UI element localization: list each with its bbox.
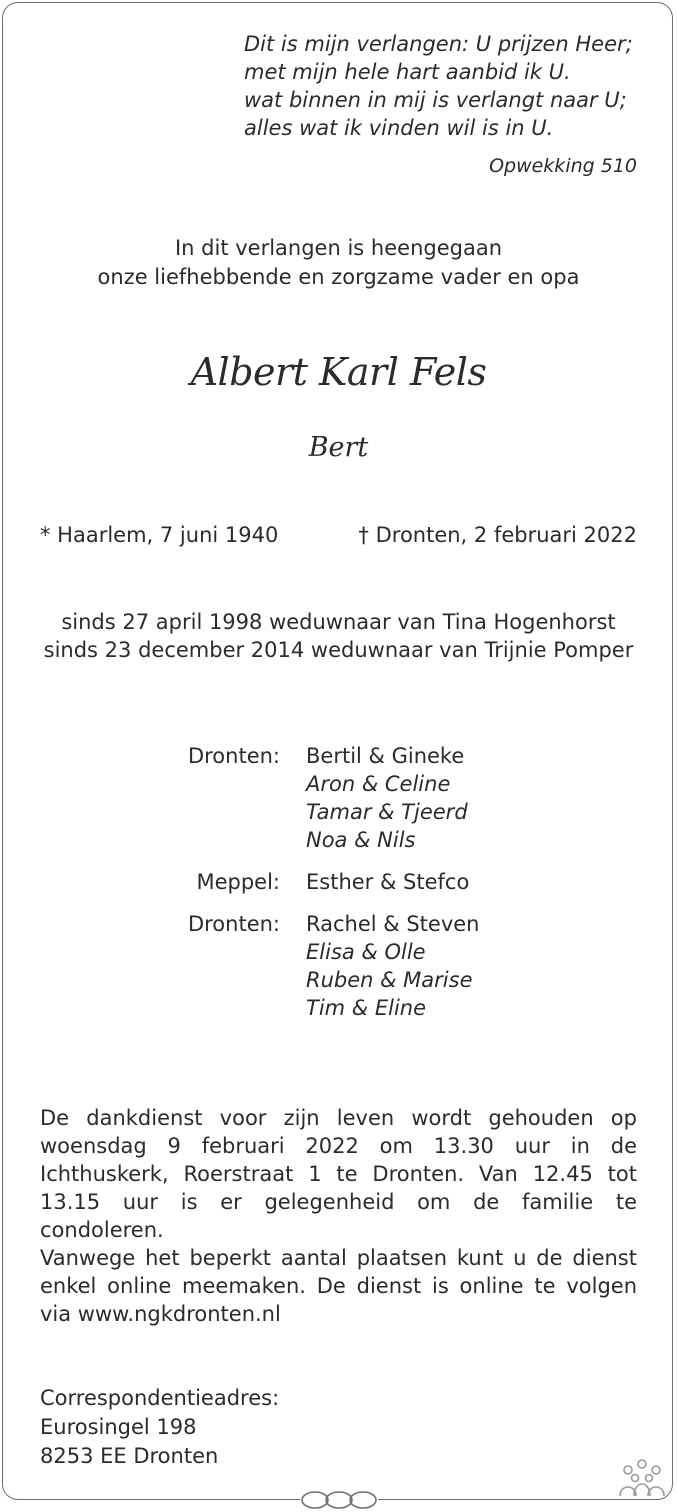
- family-place: Meppel:: [196, 870, 280, 894]
- intro-line: In dit verlangen is heengegaan: [174, 236, 503, 260]
- family-names: [306, 910, 677, 1022]
- death-info: † Dronten, 2 februari 2022: [358, 523, 637, 547]
- poem-line: Dit is mijn verlangen: U prijzen Heer;: [244, 32, 633, 56]
- family-place: Dronten:: [187, 744, 280, 768]
- intro-text: [0, 234, 677, 292]
- deceased-nickname: Bert: [308, 432, 369, 463]
- deceased-name: Albert Karl Fels: [190, 350, 487, 394]
- poem-line: wat binnen in mij is verlangt naar U;: [244, 88, 627, 112]
- widowed-line: sinds 23 december 2014 weduwnaar van Trijnie Pomper: [43, 638, 634, 662]
- child-couple: Bertil & Gineke: [306, 744, 465, 768]
- grandchild-couple: Ruben & Marise: [306, 968, 473, 992]
- poem: [244, 30, 633, 142]
- widowed-info: [0, 608, 677, 664]
- poem-line: met mijn hele hart aanbid ik U.: [244, 60, 571, 84]
- child-couple: Esther & Stefco: [306, 870, 470, 894]
- three-rings-icon: [300, 1488, 378, 1510]
- grandchild-couple: Noa & Nils: [306, 828, 416, 852]
- family-group: [0, 742, 677, 854]
- family-names: [306, 868, 677, 896]
- people-group-icon: [617, 1456, 667, 1500]
- family-names: [306, 742, 677, 854]
- service-details: De dankdienst voor zijn leven wordt gehouden op woensdag 9 februari 2022 om 13.30 uur in de Ichthuskerk, Roerstraat 1 te Dronten. Van 12.45 tot 13.15 uur is er gelegenheid om de familie te condoleren.: [40, 1106, 637, 1242]
- correspondence-street: Eurosingel 198: [40, 1415, 197, 1439]
- intro-line: onze liefhebbende en zorgzame vader en opa: [97, 265, 580, 289]
- grandchild-couple: Tamar & Tjeerd: [306, 800, 468, 824]
- correspondence-address: [40, 1384, 279, 1471]
- family-list: [0, 742, 677, 1036]
- correspondence-city: 8253 EE Dronten: [40, 1444, 219, 1468]
- correspondence-label: Correspondentieadres:: [40, 1386, 280, 1410]
- poem-line: alles wat ik vinden wil is in U.: [244, 116, 554, 140]
- family-group: [0, 910, 677, 1022]
- poem-source: Opwekking 510: [489, 155, 637, 177]
- family-place: Dronten:: [187, 912, 280, 936]
- grandchild-couple: Aron & Celine: [306, 772, 451, 796]
- grandchild-couple: Tim & Eline: [306, 996, 427, 1020]
- widowed-line: sinds 27 april 1998 weduwnaar van Tina Hogenhorst: [61, 610, 616, 634]
- child-couple: Rachel & Steven: [306, 912, 480, 936]
- family-group: [0, 868, 677, 896]
- online-service-info: Vanwege het beperkt aantal plaatsen kunt u de dienst enkel online meemaken. De dienst is online te volgen via www.ngkdronten.nl: [40, 1246, 637, 1326]
- birth-info: * Haarlem, 7 juni 1940: [40, 523, 279, 547]
- grandchild-couple: Elisa & Olle: [306, 940, 426, 964]
